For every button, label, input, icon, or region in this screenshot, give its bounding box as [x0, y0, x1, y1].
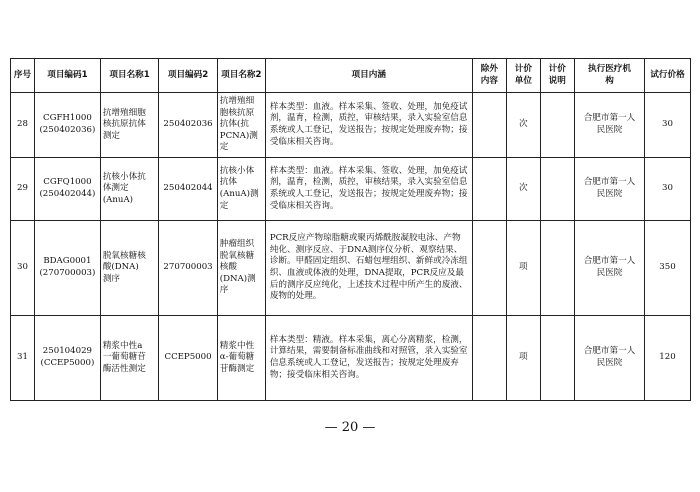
cell-name2: 肿瘤组织 脱氧核糖 核酸 (DNA)测 序	[217, 221, 265, 316]
cell-hospital: 合肥市第一人 民医院	[575, 93, 645, 158]
cell-price: 120	[644, 316, 690, 401]
cell-hospital: 合肥市第一人 民医院	[575, 221, 645, 316]
table-row	[11, 93, 691, 158]
header-unit: 计价 单位	[507, 59, 540, 93]
cell-unit: 项	[507, 316, 540, 401]
cell-hospital: 合肥市第一人 民医院	[575, 316, 645, 401]
cell-seq: 30	[11, 221, 35, 316]
table-row	[11, 158, 691, 221]
cell-code1: CGFQ1000 (250402044)	[35, 158, 101, 221]
header-name2: 项目名称2	[217, 59, 265, 93]
cell-name1: 抗核小体抗 体测定 (AnuA)	[100, 158, 158, 221]
cell-name1: 抗增殖细胞 核抗原抗体 测定	[100, 93, 158, 158]
price-table	[10, 58, 691, 401]
cell-code1: BDAG0001 (270700003)	[35, 221, 101, 316]
cell-code1: CGFH1000 (250402036)	[35, 93, 101, 158]
cell-price: 30	[644, 93, 690, 158]
cell-note	[540, 158, 574, 221]
cell-exclusion	[472, 158, 506, 221]
cell-content: 样本类型：血液。样本采集、签收、处理，加免疫试剂，温育，检测，质控，审核结果，录入实验室信息系统或人工登记，发送报告；按规定处理废弃物；接受临床相关咨询。	[265, 93, 472, 158]
cell-code2: 250402036	[159, 93, 217, 158]
cell-price: 30	[644, 158, 690, 221]
cell-content: 样本类型：血液。样本采集、签收、处理，加免疫试剂，温育，检测，质控，审核结果，录入实验室信息系统或人工登记，发送报告；按规定处理废弃物；接受临床相关咨询。	[265, 158, 472, 221]
header-code2: 项目编码2	[159, 59, 217, 93]
page-number: — 20 —	[324, 420, 376, 435]
cell-content: 样本类型：精液。样本采集，离心分离精浆，检测，计算结果，需要制备标准曲线和对照管，录入实验室信息系统或人工登记，发送报告；按规定处理废弃物；接受临床相关咨询。	[265, 316, 472, 401]
cell-name2: 精浆中性 α-葡萄糖 苷酶测定	[217, 316, 265, 401]
cell-unit: 次	[507, 93, 540, 158]
table-header-row	[11, 59, 691, 93]
cell-note	[540, 93, 574, 158]
table-row	[11, 221, 691, 316]
cell-code2: 270700003	[159, 221, 217, 316]
cell-code2: 250402044	[159, 158, 217, 221]
table-row	[11, 316, 691, 401]
cell-name2: 抗增殖细 胞核抗原 抗体(抗 PCNA)测 定	[217, 93, 265, 158]
header-seq: 序号	[11, 59, 35, 93]
cell-note	[540, 316, 574, 401]
cell-name1: 脱氧核糖核 酸(DNA) 测序	[100, 221, 158, 316]
header-code1: 项目编码1	[35, 59, 101, 93]
cell-name1: 精浆中性a 一葡萄糖苷 酶活性测定	[100, 316, 158, 401]
cell-seq: 29	[11, 158, 35, 221]
cell-unit: 次	[507, 158, 540, 221]
header-note: 计价 说明	[540, 59, 574, 93]
cell-exclusion	[472, 316, 506, 401]
header-content: 项目内涵	[265, 59, 472, 93]
header-name1: 项目名称1	[100, 59, 158, 93]
cell-exclusion	[472, 93, 506, 158]
cell-name2: 抗核小体 抗体 (AnuA)测 定	[217, 158, 265, 221]
header-hospital: 执行医疗机 构	[575, 59, 645, 93]
header-price: 试行价格	[644, 59, 690, 93]
cell-seq: 31	[11, 316, 35, 401]
cell-note	[540, 221, 574, 316]
cell-content: PCR反应产物琼脂糖或聚丙烯酰胺凝胶电泳、产物纯化、测序反应、于DNA测序仪分析、观察结果、诊断。甲醛固定组织、石蜡包埋组织、新鲜或冷冻组织、血液或体液的处理，DNA提取，PCR反应及最后的测序反应纯化，上述技术过程中所产生的废液、废物的处理。	[265, 221, 472, 316]
cell-seq: 28	[11, 93, 35, 158]
cell-hospital: 合肥市第一人 民医院	[575, 158, 645, 221]
cell-exclusion	[472, 221, 506, 316]
cell-code2: CCEP5000	[159, 316, 217, 401]
header-exclusion: 除外 内容	[472, 59, 506, 93]
cell-unit: 项	[507, 221, 540, 316]
cell-code1: 250104029 (CCEP5000)	[35, 316, 101, 401]
cell-price: 350	[644, 221, 690, 316]
